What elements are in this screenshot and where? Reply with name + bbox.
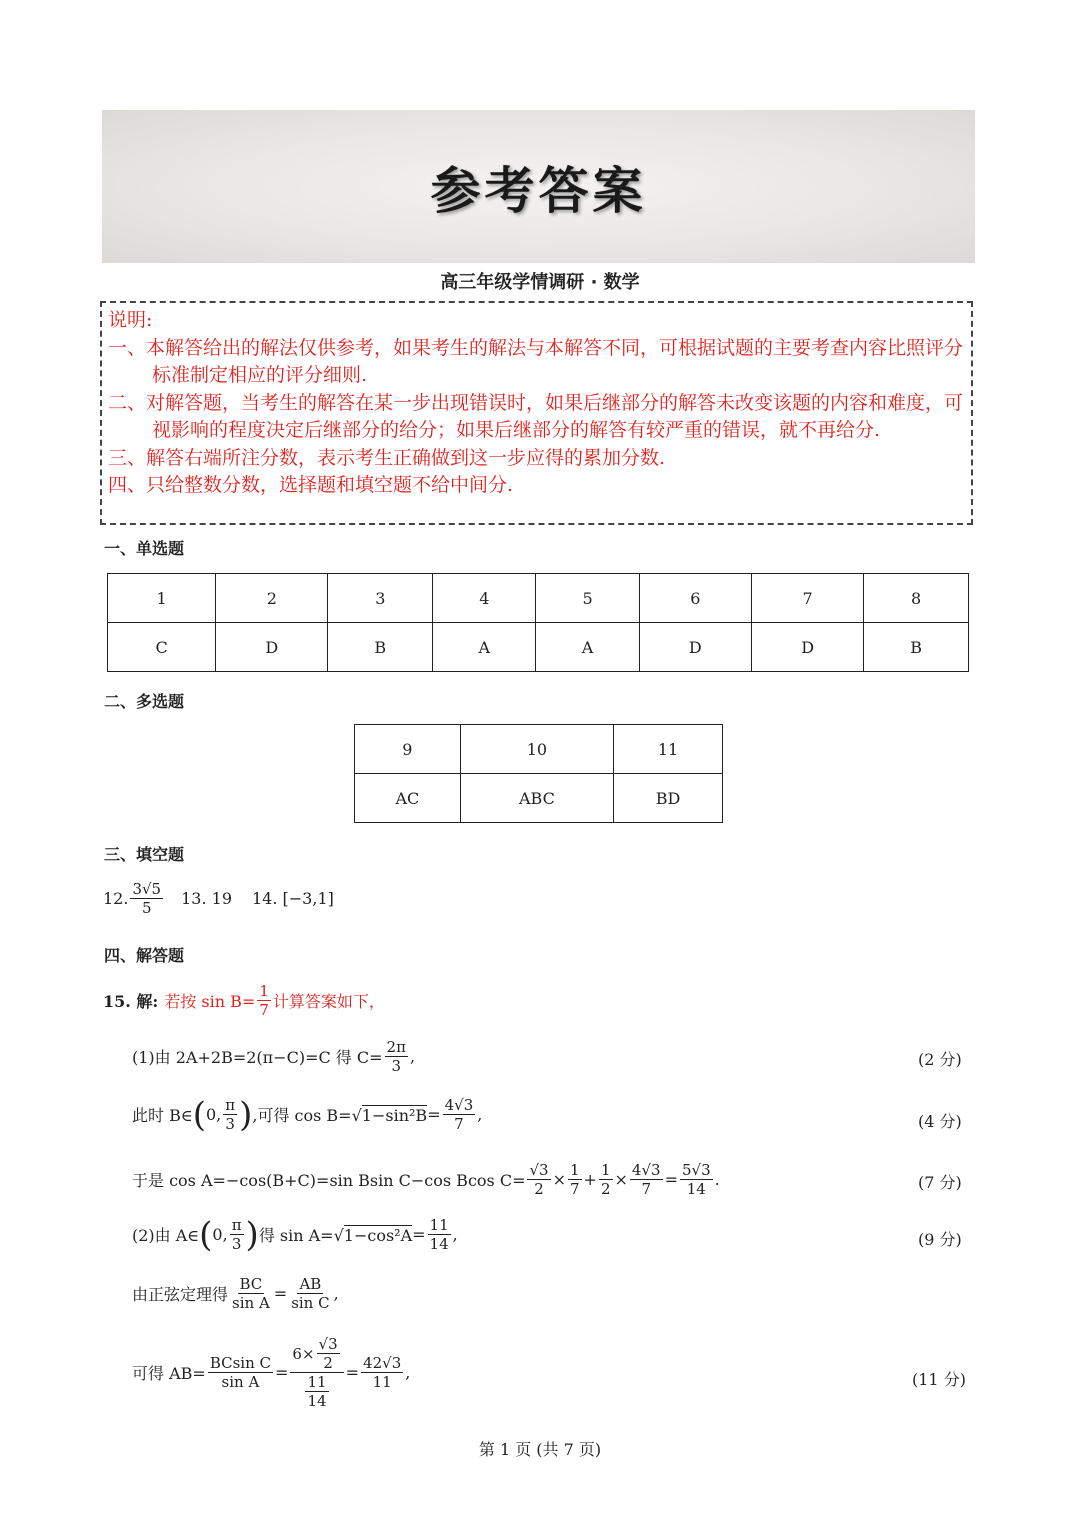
denominator: sin A [221, 1373, 260, 1391]
numerator [290, 1335, 343, 1373]
text: = [664, 1170, 678, 1189]
answer-cell: B [328, 623, 433, 672]
denominator: 7 [454, 1115, 464, 1133]
denominator: 11 [372, 1373, 392, 1391]
text: = [412, 1225, 426, 1244]
numerator: √3 [529, 1161, 549, 1179]
numerator: 2π [386, 1038, 406, 1056]
question-number-cell: 1 [108, 574, 216, 623]
notice-item: 一、本解答给出的解法仅供参考，如果考生的解法与本解答不同，可根据试题的主要考查内容比照评分标准制定相应的评分细则. [108, 336, 964, 386]
numerator: π [231, 1216, 242, 1234]
right-paren: ) [245, 1214, 259, 1255]
solution-line-5 [132, 1275, 339, 1312]
numerator: BC [239, 1275, 263, 1293]
text: 6× [292, 1344, 315, 1363]
numerator: 11 [429, 1216, 449, 1234]
section-heading: 二、多选题 [104, 692, 185, 711]
solution-line-4 [132, 1216, 458, 1253]
fraction [568, 1161, 582, 1198]
question-number-cell: 8 [864, 574, 969, 623]
text: (2)由 A∈ [132, 1226, 200, 1245]
numerator: 4√3 [631, 1161, 661, 1179]
denominator: sin C [291, 1294, 330, 1312]
score: (9 分) [918, 1230, 962, 1249]
answer-cell: A [433, 623, 536, 672]
text: 由正弦定理得 [132, 1285, 229, 1304]
score: (4 分) [918, 1112, 962, 1131]
denominator [301, 1373, 332, 1410]
numerator: 11 [307, 1373, 327, 1391]
single-choice-table [107, 573, 969, 672]
fraction [317, 1335, 340, 1372]
text: , [405, 1363, 411, 1382]
text: , [452, 1225, 458, 1244]
q12-fraction [130, 880, 163, 917]
q14-answer: 14. [−3,1] [252, 889, 334, 908]
denominator: 5 [142, 899, 152, 917]
text: 可得 AB= [132, 1364, 206, 1383]
text: × [552, 1170, 566, 1189]
score: (11 分) [912, 1370, 966, 1389]
section-heading: 一、单选题 [104, 539, 185, 558]
numerator: 3√5 [132, 880, 162, 898]
fraction [527, 1161, 550, 1198]
fraction [230, 1275, 272, 1312]
score: (2 分) [918, 1050, 962, 1069]
answer-cell: AC [355, 774, 461, 823]
page-title: 参考答案 [430, 160, 647, 220]
text: = [427, 1105, 441, 1124]
note-text: 若按 sin B= [164, 992, 256, 1011]
fraction [289, 1275, 331, 1312]
answer-cell: D [751, 623, 863, 672]
solution-line-3 [132, 1161, 720, 1198]
q12-label: 12. [103, 889, 129, 908]
q13-answer: 13. 19 [181, 889, 232, 908]
answer-cell: BD [614, 774, 723, 823]
fraction [257, 982, 271, 1019]
q15-intro [103, 982, 385, 1019]
solution-line-2 [132, 1096, 482, 1133]
denominator: 14 [429, 1235, 449, 1253]
page-number: 第 1 页 (共 7 页) [478, 1440, 602, 1459]
fraction [230, 1216, 244, 1253]
text: 此时 B∈ [132, 1106, 193, 1125]
denominator: 7 [641, 1180, 651, 1198]
question-number-cell: 9 [355, 725, 461, 774]
left-paren: ( [192, 1094, 206, 1135]
title-banner [102, 110, 975, 263]
numerator: √3 [318, 1335, 338, 1353]
question-number-cell: 7 [751, 574, 863, 623]
text: 得 sin A=√ [258, 1226, 344, 1245]
answer-cell: C [108, 623, 216, 672]
q15-label: 15. 解: [103, 992, 159, 1011]
denominator: sin A [232, 1294, 270, 1312]
text: 0, [212, 1225, 228, 1244]
fraction [305, 1373, 328, 1410]
answer-cell: D [216, 623, 328, 672]
score: (7 分) [918, 1173, 962, 1192]
notice-item: 三、解答右端所注分数，表示考生正确做到这一步应得的累加分数. [108, 446, 666, 469]
text: (1)由 2A+2B=2(π−C)=C 得 C= [132, 1048, 383, 1067]
notice-item: 四、只给整数分数，选择题和填空题不给中间分. [108, 474, 514, 496]
notice-item: 二、对解答题，当考生的解答在某一步出现错误时，如果后继部分的解答未改变该题的内容和难度，可视影响的程度决定后继部分的给分；如果后继部分的解答有较严重的错误，就不再给分. [108, 391, 964, 441]
question-number-cell: 2 [216, 574, 328, 623]
left-paren: ( [199, 1214, 213, 1255]
denominator: 3 [225, 1115, 235, 1133]
answer-cell: A [536, 623, 639, 672]
radicand: 1−cos²A [343, 1225, 413, 1245]
answer-cell: D [639, 623, 751, 672]
fill-in-answers [103, 880, 334, 917]
text: . [714, 1170, 720, 1189]
fraction [208, 1354, 273, 1391]
denominator: 3 [391, 1057, 402, 1075]
text: = [345, 1363, 360, 1382]
subtitle: 高三年级学情调研 · 数学 [440, 272, 640, 293]
section-heading: 四、解答题 [104, 946, 185, 965]
numerator: BCsin C [209, 1354, 271, 1372]
numerator: 1 [259, 982, 269, 1000]
numerator: 42√3 [363, 1354, 402, 1372]
fraction [223, 1096, 237, 1133]
denominator: 7 [570, 1180, 580, 1198]
fraction [385, 1038, 408, 1075]
text: × [614, 1170, 628, 1189]
question-number-cell: 4 [433, 574, 536, 623]
denominator: 2 [600, 1180, 611, 1198]
numerator: AB [299, 1275, 322, 1293]
question-number-cell: 11 [614, 725, 723, 774]
question-number-cell: 3 [328, 574, 433, 623]
denominator: 3 [231, 1235, 242, 1253]
text: = [275, 1363, 289, 1382]
numerator: π [225, 1096, 236, 1114]
text: 0, [205, 1105, 222, 1124]
fraction [680, 1161, 713, 1198]
question-number-cell: 6 [639, 574, 751, 623]
fraction [443, 1096, 476, 1133]
text: = [273, 1284, 288, 1303]
notice-box [100, 301, 973, 525]
text: , [409, 1047, 416, 1066]
text: , [333, 1284, 339, 1303]
compound-fraction [290, 1335, 343, 1410]
denominator: 14 [307, 1392, 327, 1410]
text: + [583, 1170, 597, 1189]
numerator: 4√3 [444, 1096, 474, 1114]
numerator: 1 [570, 1161, 580, 1179]
notice-heading: 说明: [108, 309, 153, 331]
text: ,可得 cos B=√ [252, 1106, 362, 1125]
text: 于是 cos A=−cos(B+C)=sin Bsin C−cos Bcos C= [132, 1171, 526, 1190]
fraction [428, 1216, 451, 1253]
right-paren: ) [239, 1094, 253, 1135]
numerator: 1 [600, 1161, 611, 1179]
question-number-cell: 10 [460, 725, 613, 774]
solution-line-6 [132, 1335, 410, 1410]
denominator: 2 [534, 1180, 544, 1198]
denominator: 7 [259, 1001, 269, 1019]
section-heading: 三、填空题 [104, 845, 185, 864]
answer-cell: B [864, 623, 969, 672]
text: , [477, 1105, 483, 1124]
fraction [599, 1161, 613, 1198]
fraction [630, 1161, 663, 1198]
fraction [361, 1354, 403, 1391]
denominator: 14 [686, 1180, 706, 1198]
question-number-cell: 5 [536, 574, 639, 623]
note-text: 计算答案如下， [272, 992, 385, 1011]
denominator: 2 [323, 1354, 333, 1372]
radicand: 1−sin²B [361, 1105, 428, 1125]
numerator: 5√3 [681, 1161, 711, 1179]
answer-cell: ABC [460, 774, 613, 823]
multi-choice-table [354, 724, 723, 823]
solution-line-1 [132, 1038, 415, 1075]
